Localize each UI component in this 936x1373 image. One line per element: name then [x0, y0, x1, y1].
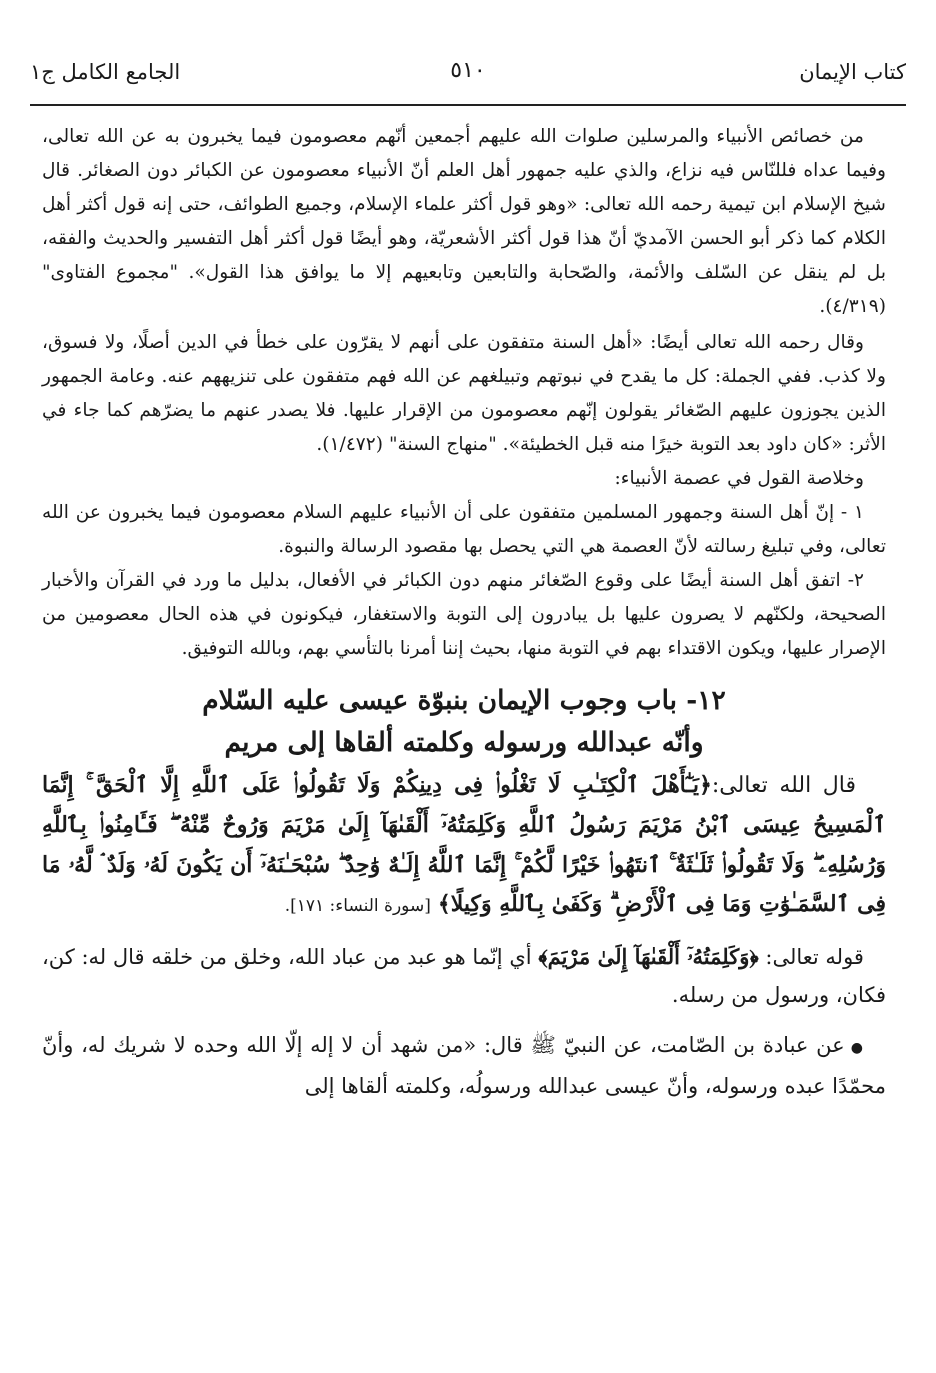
bullet-icon: ●	[850, 1040, 864, 1057]
hadith-paragraph	[42, 1026, 886, 1105]
header-book-section: كتاب الإيمان	[799, 60, 906, 84]
quran-verse: ﴿يَـٰٓأَهْلَ ٱلْكِتَـٰبِ لَا تَغْلُوا۟ فِى دِينِكُمْ وَلَا تَقُولُوا۟ عَلَى ٱللَّهِ إِلَّا ٱلْحَقَّ ۚ إِنَّمَا ٱلْمَسِيحُ عِيسَى ٱبْنُ مَرْيَمَ رَسُولُ ٱللَّهِ وَكَلِمَتُهُۥٓ أَلْقَىٰهَآ إِلَىٰ مَرْيَمَ وَرُوحٌ مِّنْهُ ۖ فَـَٔامِنُوا۟ بِٱللَّهِ وَرُسُلِهِۦ ۖ وَلَا تَقُولُوا۟ ثَلَـٰثَةٌ ۚ ٱنتَهُوا۟ خَيْرًا لَّكُمْ ۚ إِنَّمَا ٱللَّهُ إِلَـٰهٌ وَٰحِدٌ ۖ سُبْحَـٰنَهُۥٓ أَن يَكُونَ لَهُۥ وَلَدٌ ۘ لَّهُۥ مَا فِى ٱلسَّمَـٰوَٰتِ وَمَا فِى ٱلْأَرْضِ ۗ وَكَفَىٰ بِٱللَّهِ وَكِيلًا﴾	[42, 772, 886, 918]
chapter-title-line2: وأنّه عبدالله ورسوله وكلمته ألقاها إلى مريم	[224, 727, 704, 758]
verse-intro: قال الله تعالى:	[711, 773, 856, 798]
commentary-quote: ﴿وَكَلِمَتُهُۥٓ أَلْقَىٰهَآ إِلَىٰ مَرْيَمَ﴾	[538, 944, 759, 970]
header-divider	[30, 104, 906, 106]
page-body	[42, 120, 886, 1105]
commentary-text: أي إنّما هو عبد من عباد الله، وخلق من خلقه قال له: كن، فكان، ورسول من رسله.	[42, 945, 886, 1008]
paragraph-point-one: ١ - إنّ أهل السنة وجمهور المسلمين متفقون على أن الأنبياء عليهم السلام معصومون فيما يخبرون عن الله تعالى، وفي تبليغ رسالته لأنّ العصمة هي التي يحصل بها مقصود الرسالة والنبوة.	[42, 502, 886, 557]
paragraph-point-two: ٢- اتفق أهل السنة أيضًا على وقوع الصّغائر منهم دون الكبائر في الأفعال، بدليل ما ورد في القرآن والأخبار الصحيحة، ولكنّهم لا يصرون عليها بل يبادرون إلى التوبة والاستغفار، فيكونون في هذه الحال معصومين من الإصرار عليها، ويكون الاقتداء بهم في التوبة منها، بحيث إننا أمرنا بالتأسي بهم، وبالله التوفيق.	[42, 570, 886, 659]
quran-verse-block	[42, 766, 886, 926]
commentary-paragraph	[42, 938, 886, 1014]
paragraph-summary-heading: وخلاصة القول في عصمة الأنبياء:	[614, 468, 864, 489]
commentary-intro: قوله تعالى:	[765, 945, 864, 970]
paragraph-ibn-taymiyyah-quote: وقال رحمه الله تعالى أيضًا: «أهل السنة متفقون على أنهم لا يقرّون على خطأ في الدين أصلًا، ولا فسوق، ولا كذب. ففي الجملة: كل ما يقدح في نبوتهم وتبيلغهم عن الله فهم متفقون على تنزيههم عنه. وعامة الجمهور الذين يجوزون عليهم الصّغائر يقولون إنّهم معصومون من الإقرار عليها. فلا يصدر عنهم ما يضرّهم كما جاء في الأثر: «كان داود بعد التوبة خيرًا منه قبل الخطيئة». "منهاج السنة" (١/٤٧٢).	[42, 332, 886, 455]
chapter-title-line1: ١٢- باب وجوب الإيمان بنبوّة عيسى عليه السّلام	[202, 685, 726, 716]
paragraph-prophets-infallibility: من خصائص الأنبياء والمرسلين صلوات الله عليهم أجمعين أنّهم معصومون فيما يخبرون به عن الله تعالى، وفيما عداه فللنّاس فيه نزاع، والذي عليه جمهور أهل العلم أنّ الأنبياء معصومون عن الكبائر دون الصغائر. قال شيخ الإسلام ابن تيمية رحمه الله تعالى: «وهو قول أكثر علماء الإسلام، وجميع الطوائف، حتى إنه قول أكثر أهل الكلام كما ذكر أبو الحسن الآمديّ أنّ هذا قول أكثر الأشعريّة، وهو أيضًا قول أكثر أهل التفسير والحديث والفقه، بل لم ينقل عن السّلف والأئمة، والصّحابة والتابعين وتابعيهم إلا ما يوافق هذا القول». "مجموع الفتاوى" (٤/٣١٩).	[42, 126, 886, 317]
header-page-number: ٥١٠	[450, 58, 486, 83]
surah-reference: [سورة النساء: ١٧١].	[284, 896, 431, 917]
hadith-text: عن عبادة بن الصّامت، عن النبيّ ﷺ قال: «من شهد أن لا إله إلّا الله وحده لا شريك له، وأنّ محمّدًا عبده ورسوله، وأنّ عيسى عبدالله ورسولُه، وكلمته ألقاها إلى	[42, 1033, 886, 1099]
header-book-title: الجامع الكامل ج١	[30, 60, 181, 84]
page-header	[30, 56, 906, 96]
chapter-title	[42, 680, 886, 764]
